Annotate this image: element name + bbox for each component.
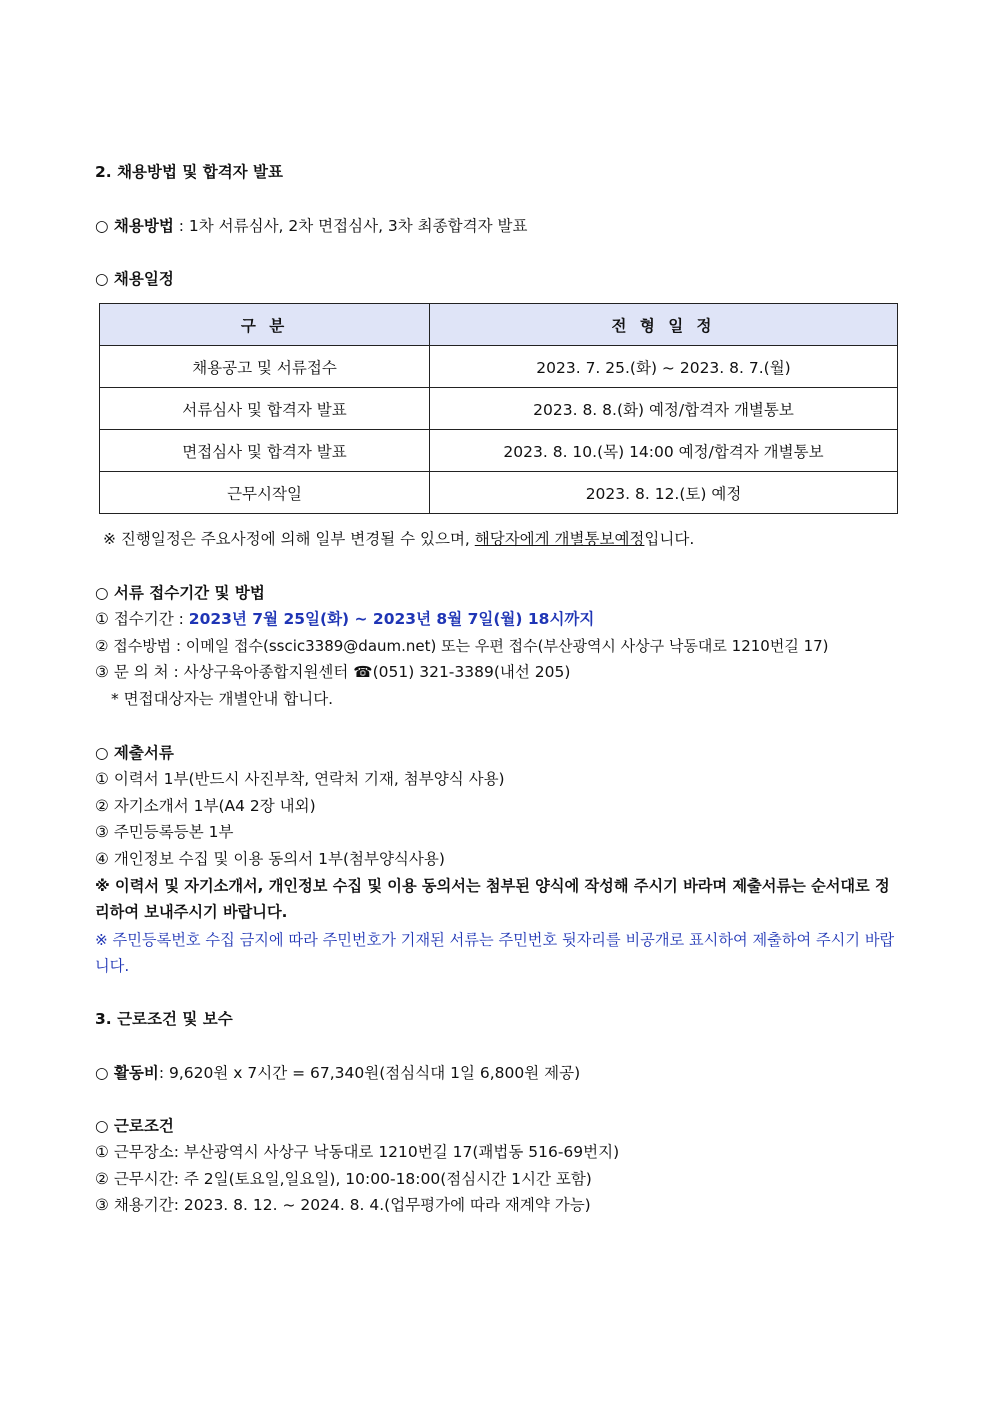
- conditions-label: ○ 근로조건: [95, 1117, 174, 1135]
- application-contact: ③ 문 의 처 : 사상구육아종합지원센터 ☎(051) 321-3389(내선 205): [95, 663, 571, 681]
- application-method: ② 접수방법 : 이메일 접수(sscic3389@daum.net) 또는 우편 접수(부산광역시 사상구 낙동대로 1210번길 17): [95, 637, 829, 655]
- documents-label: ○ 제출서류: [95, 744, 174, 762]
- table-header-schedule: 전 형 일 정: [430, 304, 898, 346]
- table-cell-schedule: 2023. 8. 8.(화) 예정/합격자 개별통보: [430, 388, 898, 430]
- pay-label: ○ 활동비: [95, 1064, 159, 1082]
- section2-title: 2. 채용방법 및 합격자 발표: [95, 163, 283, 181]
- table-row: [100, 388, 898, 430]
- table-cell-category: 근무시작일: [100, 472, 430, 514]
- table-header-row: [100, 304, 898, 346]
- section3-title: 3. 근로조건 및 보수: [95, 1010, 233, 1028]
- list-item: ② 자기소개서 1부(A4 2장 내외): [95, 797, 316, 815]
- table-row: [100, 472, 898, 514]
- documents-bold-note: ※ 이력서 및 자기소개서, 개인정보 수집 및 이용 동의서는 첨부된 양식에 작성해 주시기 바라며 제출서류는 순서대로 정리하여 보내주시기 바랍니다.: [95, 877, 890, 921]
- schedule-note-underline: 해당자에게 개별통보예정: [474, 530, 645, 548]
- list-item: ③ 주민등록등본 1부: [95, 823, 234, 841]
- schedule-note: [103, 528, 694, 550]
- interview-note: * 면접대상자는 개별안내 합니다.: [111, 690, 334, 708]
- recruit-method-value: : 1차 서류심사, 2차 면접심사, 3차 최종합격자 발표: [173, 217, 528, 235]
- schedule-note-prefix: ※ 진행일정은 주요사정에 의해 일부 변경될 수 있으며,: [103, 530, 475, 548]
- list-item: ④ 개인정보 수집 및 이용 동의서 1부(첨부양식사용): [95, 850, 445, 868]
- table-cell-schedule: 2023. 7. 25.(화) ~ 2023. 8. 7.(월): [430, 346, 898, 388]
- table-cell-schedule: 2023. 8. 12.(토) 예정: [430, 472, 898, 514]
- application-period-value: 2023년 7월 25일(화) ~ 2023년 8월 7일(월) 18시까지: [188, 610, 595, 628]
- documents-privacy-note: ※ 주민등록번호 수집 금지에 따라 주민번호가 기재된 서류는 주민번호 뒷자리를 비공개로 표시하여 제출하여 주시기 바랍니다.: [95, 931, 895, 975]
- table-cell-category: 면접심사 및 합격자 발표: [100, 430, 430, 472]
- table-row: [100, 430, 898, 472]
- application-period: [95, 608, 594, 630]
- schedule-label: ○ 채용일정: [95, 270, 174, 288]
- list-item: ① 이력서 1부(반드시 사진부착, 연락처 기재, 첨부양식 사용): [95, 770, 505, 788]
- pay-info: [95, 1062, 580, 1084]
- table-row: [100, 346, 898, 388]
- recruit-method: [95, 215, 527, 237]
- application-label: ○ 서류 접수기간 및 방법: [95, 584, 265, 602]
- application-period-prefix: ① 접수기간 :: [95, 610, 189, 628]
- recruit-method-label: ○ 채용방법: [95, 217, 174, 235]
- table-cell-category: 서류심사 및 합격자 발표: [100, 388, 430, 430]
- table-cell-category: 채용공고 및 서류접수: [100, 346, 430, 388]
- schedule-note-suffix: 입니다.: [644, 530, 695, 548]
- table-header-category: 구 분: [100, 304, 430, 346]
- list-item: ① 근무장소: 부산광역시 사상구 낙동대로 1210번길 17(괘법동 516-69번지): [95, 1143, 620, 1161]
- schedule-table: [99, 303, 898, 514]
- list-item: ③ 채용기간: 2023. 8. 12. ~ 2024. 8. 4.(업무평가에 따라 재계약 가능): [95, 1196, 591, 1214]
- list-item: ② 근무시간: 주 2일(토요일,일요일), 10:00-18:00(점심시간 1시간 포함): [95, 1170, 592, 1188]
- pay-value: : 9,620원 x 7시간 = 67,340원(점심식대 1일 6,800원 제공): [158, 1064, 581, 1082]
- table-cell-schedule: 2023. 8. 10.(목) 14:00 예정/합격자 개별통보: [430, 430, 898, 472]
